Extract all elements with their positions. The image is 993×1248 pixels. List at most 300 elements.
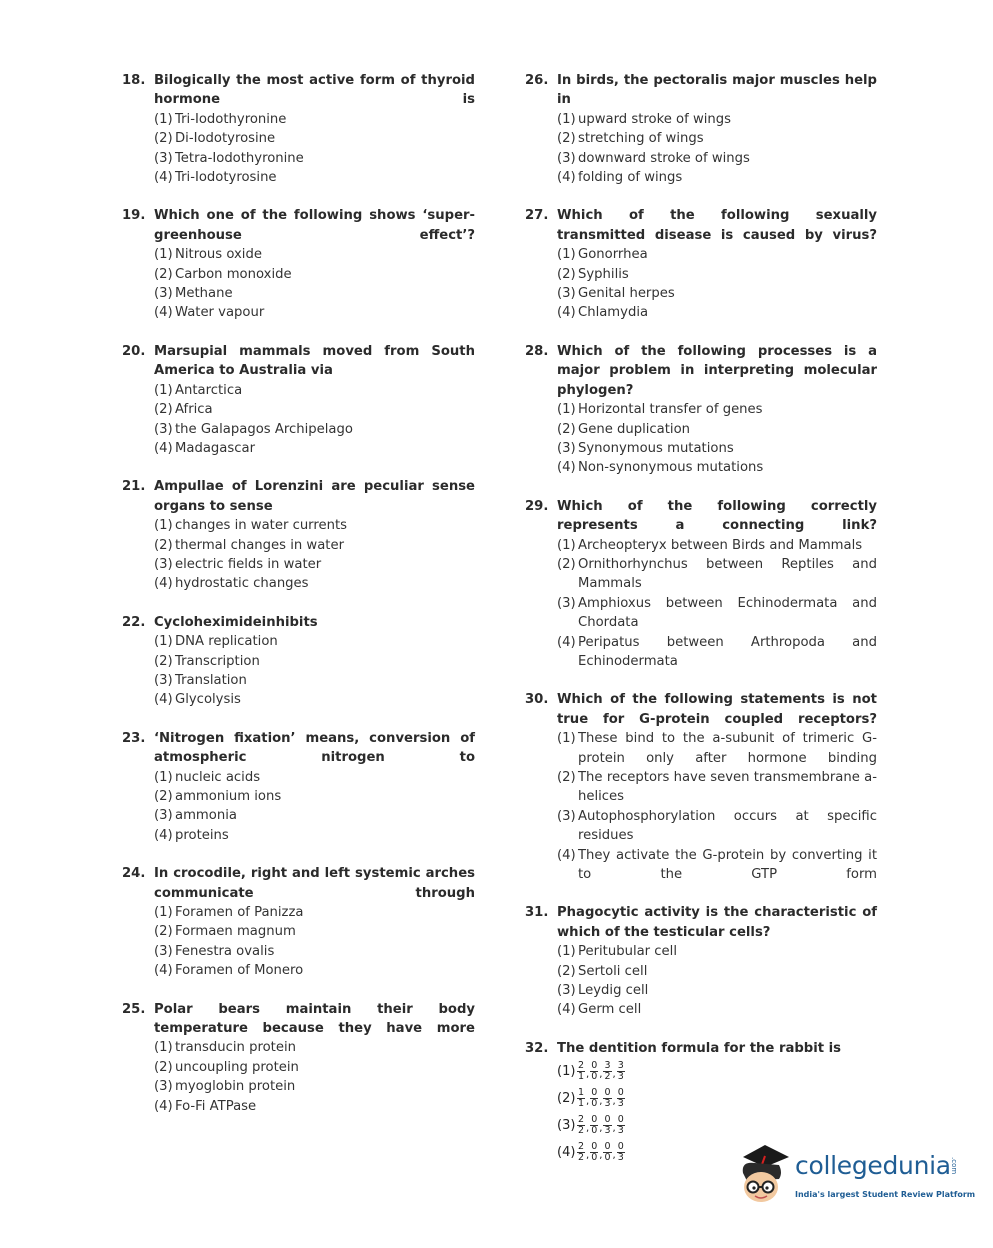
option-label: (3): [557, 440, 576, 456]
question-stem: [525, 497, 877, 536]
option-label: (1): [154, 382, 173, 398]
option-text: Di-Iodotyrosine: [175, 131, 276, 147]
option-label: (3): [154, 556, 173, 572]
option-label: (4): [154, 963, 173, 979]
option-label: (4): [557, 847, 576, 863]
question-text: Which of the following statements is not true for G-protein coupled receptors?: [557, 692, 877, 727]
option-2[interactable]: [557, 420, 877, 439]
question-stem: [122, 71, 475, 110]
option-3[interactable]: [557, 807, 877, 846]
option-text: ammonium ions: [175, 789, 282, 804]
question-number: 30.: [525, 692, 549, 708]
option-list: [525, 942, 877, 1020]
option-2[interactable]: [154, 536, 475, 555]
option-label: (2): [154, 653, 173, 669]
denominator: 3: [604, 1098, 611, 1110]
option-label: (3): [557, 595, 576, 611]
option-list: [525, 245, 877, 323]
dentition-formula: [577, 1115, 625, 1136]
option-text: Horizontal transfer of genes: [578, 402, 763, 418]
question-number: 28.: [525, 343, 549, 359]
option-text: Non-synonymous mutations: [578, 460, 764, 476]
option-1[interactable]: [154, 768, 475, 787]
option-text: Gene duplication: [578, 421, 691, 437]
option-label: (2): [154, 1059, 173, 1075]
option-text: Chlamydia: [578, 305, 649, 321]
option-text: Foramen of Monero: [175, 963, 304, 979]
option-text: Leydig cell: [578, 983, 649, 999]
numerator: 0: [591, 1141, 598, 1153]
question-stem: [122, 477, 475, 516]
question-20: [122, 342, 475, 458]
question-number: 18.: [122, 73, 146, 88]
question-24: [122, 864, 475, 980]
option-text: Methane: [175, 286, 233, 302]
numerator: 2: [578, 1114, 585, 1126]
option-1[interactable]: [154, 903, 475, 922]
comma: ,: [599, 1123, 603, 1135]
collegedunia-logo: [735, 1143, 976, 1213]
denominator: 3: [604, 1125, 611, 1137]
fraction: [617, 1061, 625, 1082]
option-1[interactable]: [557, 400, 877, 419]
option-3[interactable]: [154, 420, 475, 439]
question-number: 25.: [122, 1001, 146, 1017]
option-label: (3): [557, 983, 576, 999]
fraction: [577, 1088, 585, 1109]
option-text: Water vapour: [175, 305, 265, 321]
option-label: (4): [154, 305, 173, 321]
option-1[interactable]: [154, 516, 475, 535]
option-label: (4): [154, 692, 173, 708]
option-label: (2): [154, 789, 173, 804]
option-text: The receptors have seven transmembrane a-helices: [578, 770, 877, 805]
option-1[interactable]: [557, 536, 877, 555]
option-label: (1): [557, 402, 576, 418]
option-text: uncoupling protein: [175, 1059, 299, 1075]
option-4[interactable]: [154, 574, 475, 593]
option-list: [122, 245, 475, 323]
denominator: 3: [617, 1152, 624, 1164]
denominator: 2: [578, 1152, 585, 1164]
question-stem: [525, 903, 877, 942]
option-text: changes in water currents: [175, 518, 348, 534]
question-25: [122, 1000, 475, 1116]
option-2[interactable]: [557, 768, 877, 807]
option-1[interactable]: [154, 632, 475, 651]
option-2[interactable]: [557, 1085, 877, 1112]
numerator: 3: [617, 1060, 624, 1072]
option-text: DNA replication: [175, 634, 278, 650]
comma: ,: [599, 1096, 603, 1108]
comma: ,: [586, 1150, 590, 1162]
option-4[interactable]: [154, 168, 475, 187]
question-stem: [525, 342, 877, 400]
option-label: (4): [154, 827, 173, 843]
question-text: Phagocytic activity is the characteristic of which of the testicular cells?: [557, 905, 877, 940]
option-text: Sertoli cell: [578, 963, 648, 979]
option-1[interactable]: [557, 1058, 877, 1085]
question-text: Which of the following processes is a major problem in interpreting molecular phylogen?: [557, 343, 877, 398]
denominator: 0: [591, 1152, 598, 1164]
option-label: (3): [557, 286, 576, 302]
option-3[interactable]: [154, 555, 475, 574]
option-label: (4): [154, 1098, 173, 1114]
option-3[interactable]: [154, 671, 475, 690]
numerator: 0: [591, 1114, 598, 1126]
option-text: Germ cell: [578, 1002, 642, 1018]
option-text: Translation: [175, 672, 247, 688]
option-label: (1): [557, 247, 576, 263]
option-text: electric fields in water: [175, 556, 322, 572]
option-text: upward stroke of wings: [578, 111, 732, 127]
comma: ,: [612, 1069, 616, 1081]
option-label: (1): [154, 905, 173, 921]
option-label: (2): [154, 402, 173, 418]
question-number: 29.: [525, 498, 549, 514]
option-list: [122, 632, 475, 710]
question-text: Bilogically the most active form of thyroid hormone is: [154, 73, 475, 108]
option-2[interactable]: [557, 129, 877, 148]
question-stem: [525, 71, 877, 110]
option-label: (2): [557, 770, 576, 785]
option-label: (2): [154, 537, 173, 553]
option-text: Nitrous oxide: [175, 247, 262, 263]
option-4[interactable]: [154, 961, 475, 980]
option-3[interactable]: [154, 284, 475, 303]
option-list: [122, 903, 475, 981]
option-text: stretching of wings: [578, 131, 704, 147]
denominator: 0: [591, 1125, 598, 1137]
question-number: 21.: [122, 479, 146, 495]
numerator: 0: [604, 1114, 611, 1126]
denominator: 2: [578, 1125, 585, 1137]
question-number: 20.: [122, 343, 146, 359]
comma: ,: [586, 1123, 590, 1135]
option-text: Ornithorhynchus between Reptiles and Mammals: [578, 556, 877, 592]
option-1[interactable]: [557, 110, 877, 129]
option-text: Formaen magnum: [175, 924, 296, 940]
option-text: Tetra-Iodothyronine: [175, 150, 304, 166]
option-label: (1): [154, 247, 173, 263]
question-number: 32.: [525, 1040, 549, 1056]
option-label: (4): [154, 576, 173, 592]
option-4[interactable]: [154, 1097, 475, 1116]
question-text: Which of the following sexually transmitted disease is caused by virus?: [557, 208, 877, 243]
option-2[interactable]: [154, 1058, 475, 1077]
option-1[interactable]: [154, 381, 475, 400]
option-text: thermal changes in water: [175, 537, 344, 553]
dentition-formula: [577, 1061, 625, 1082]
option-text: These bind to the a-subunit of trimeric G-protein only after hormone binding: [578, 731, 877, 766]
comma: ,: [586, 1096, 590, 1108]
option-label: (4): [557, 305, 576, 321]
option-list: [122, 1038, 475, 1116]
option-2[interactable]: [154, 400, 475, 419]
comma: ,: [612, 1123, 616, 1135]
option-label: (1): [154, 111, 173, 127]
option-3[interactable]: [154, 806, 475, 825]
option-text: Carbon monoxide: [175, 266, 292, 282]
option-text: nucleic acids: [175, 769, 261, 785]
numerator: 0: [604, 1087, 611, 1099]
fraction: [590, 1061, 598, 1082]
fraction: [590, 1142, 598, 1163]
option-2[interactable]: [154, 922, 475, 941]
option-2[interactable]: [557, 555, 877, 594]
option-label: (4): [154, 170, 173, 186]
denominator: 2: [604, 1071, 611, 1083]
option-text: Foramen of Panizza: [175, 905, 304, 921]
option-label: (2): [154, 131, 173, 147]
denominator: 1: [578, 1098, 585, 1110]
numerator: 0: [617, 1114, 624, 1126]
option-label: (3): [557, 808, 576, 824]
left-column: [122, 71, 475, 1135]
fraction: [577, 1061, 585, 1082]
question-number: 27.: [525, 208, 549, 224]
option-2[interactable]: [154, 265, 475, 284]
option-label: (1): [557, 111, 576, 127]
option-2[interactable]: [557, 265, 877, 284]
option-label: (3): [154, 421, 173, 437]
option-text: Peritubular cell: [578, 944, 677, 960]
question-stem: [525, 1039, 877, 1058]
denominator: 3: [617, 1125, 624, 1137]
question-31: [525, 903, 877, 1019]
question-text: Ampullae of Lorenzini are peculiar sense organs to sense: [154, 479, 475, 514]
option-3[interactable]: [557, 284, 877, 303]
option-text: Transcription: [175, 653, 260, 669]
option-label: (3): [154, 672, 173, 688]
option-text: Archeopteryx between Birds and Mammals: [578, 537, 863, 553]
option-label: (2): [557, 131, 576, 147]
option-label: (3): [154, 808, 173, 824]
option-3[interactable]: [557, 594, 877, 633]
question-text: Marsupial mammals moved from South America to Australia via: [154, 343, 475, 379]
option-3[interactable]: [154, 942, 475, 961]
option-text: Synonymous mutations: [578, 440, 734, 456]
question-22: [122, 613, 475, 710]
option-4[interactable]: [154, 690, 475, 709]
option-text: folding of wings: [578, 170, 683, 186]
fraction: [603, 1061, 611, 1082]
question-number: 22.: [122, 614, 146, 630]
question-text: In crocodile, right and left systemic arches communicate through: [154, 866, 475, 901]
option-label: (1): [154, 634, 173, 650]
option-4[interactable]: [557, 458, 877, 477]
question-26: [525, 71, 877, 187]
comma: ,: [612, 1096, 616, 1108]
option-1[interactable]: [154, 110, 475, 129]
question-stem: [525, 206, 877, 245]
denominator: 3: [617, 1071, 624, 1083]
option-label: (4): [557, 170, 576, 186]
option-text: downward stroke of wings: [578, 150, 750, 166]
option-label: (4): [557, 634, 576, 650]
option-list: [525, 729, 877, 884]
option-text: Gonorrhea: [578, 247, 648, 263]
option-label: (2): [557, 1091, 576, 1107]
question-text: ‘Nitrogen fixation’ means, conversion of atmospheric nitrogen to: [154, 730, 475, 766]
fraction: [590, 1088, 598, 1109]
option-label: (3): [154, 943, 173, 959]
option-label: (2): [154, 924, 173, 940]
option-text: the Galapagos Archipelago: [175, 421, 353, 437]
numerator: 2: [578, 1060, 585, 1072]
option-text: ammonia: [175, 808, 237, 824]
question-text: Which of the following correctly represents a connecting link?: [557, 498, 877, 534]
option-text: Fenestra ovalis: [175, 943, 275, 959]
numerator: 0: [617, 1141, 624, 1153]
option-list: [525, 400, 877, 478]
question-stem: [122, 342, 475, 381]
option-label: (1): [557, 944, 576, 960]
question-text: Which one of the following shows ‘super-greenhouse effect’?: [154, 208, 475, 243]
option-list: [122, 768, 475, 846]
comma: ,: [612, 1150, 616, 1162]
question-number: 23.: [122, 730, 146, 746]
question-text: In birds, the pectoralis major muscles help in: [557, 73, 877, 108]
numerator: 3: [604, 1060, 611, 1072]
option-3[interactable]: [557, 149, 877, 168]
option-1[interactable]: [557, 942, 877, 961]
question-18: [122, 71, 475, 187]
option-label: (1): [154, 1040, 173, 1056]
option-text: Madagascar: [175, 440, 255, 456]
option-list: [122, 516, 475, 594]
comma: ,: [599, 1069, 603, 1081]
option-3[interactable]: [154, 1077, 475, 1096]
option-2[interactable]: [154, 787, 475, 806]
question-23: [122, 729, 475, 845]
question-stem: [122, 613, 475, 632]
question-stem: [122, 1000, 475, 1039]
option-label: (3): [154, 150, 173, 166]
fraction: [577, 1115, 585, 1136]
option-4[interactable]: [154, 303, 475, 322]
question-stem: [122, 206, 475, 245]
numerator: 2: [578, 1141, 585, 1153]
option-label: (1): [557, 731, 576, 747]
option-2[interactable]: [557, 962, 877, 981]
option-text: transducin protein: [175, 1040, 296, 1056]
question-21: [122, 477, 475, 593]
numerator: 0: [591, 1060, 598, 1072]
option-4[interactable]: [557, 633, 877, 672]
option-label: (1): [557, 537, 576, 553]
dentition-formula: [577, 1088, 625, 1109]
numerator: 0: [604, 1141, 611, 1153]
option-text: Antarctica: [175, 382, 243, 398]
option-3[interactable]: [557, 439, 877, 458]
option-text: Fo-Fi ATPase: [175, 1098, 257, 1114]
question-text: The dentition formula for the rabbit is: [557, 1040, 842, 1056]
right-column: [525, 71, 877, 1166]
option-4[interactable]: [154, 439, 475, 458]
option-text: Autophosphorylation occurs at specific residues: [578, 808, 877, 844]
option-text: Tri-Iodotyrosine: [175, 170, 277, 186]
option-label: (1): [557, 1064, 576, 1080]
option-3[interactable]: [557, 981, 877, 1000]
option-label: (1): [154, 769, 173, 785]
dentition-formula: [577, 1142, 625, 1163]
question-stem: [122, 729, 475, 768]
option-list: [122, 110, 475, 188]
numerator: 0: [617, 1087, 624, 1099]
option-label: (3): [557, 1118, 576, 1134]
option-label: (3): [154, 286, 173, 302]
option-text: proteins: [175, 827, 229, 843]
option-text: hydrostatic changes: [175, 576, 309, 592]
option-1[interactable]: [154, 245, 475, 264]
fraction: [590, 1115, 598, 1136]
option-label: (2): [154, 266, 173, 282]
option-text: Amphioxus between Echinodermata and Chordata: [578, 595, 877, 631]
option-label: (3): [154, 1079, 173, 1095]
question-number: 19.: [122, 208, 146, 224]
denominator: 1: [578, 1071, 585, 1083]
option-2[interactable]: [154, 129, 475, 148]
option-label: (4): [557, 460, 576, 476]
fraction: [603, 1115, 611, 1136]
option-text: They activate the G-protein by converting it to the GTP form: [578, 847, 877, 883]
numerator: 1: [578, 1087, 585, 1099]
option-3[interactable]: [154, 149, 475, 168]
option-3[interactable]: [557, 1112, 877, 1139]
option-text: Peripatus between Arthropoda and Echinodermata: [578, 634, 877, 669]
question-19: [122, 206, 475, 322]
option-1[interactable]: [557, 245, 877, 264]
option-label: (2): [557, 556, 576, 572]
logo-suffix: .com: [950, 1157, 958, 1175]
option-1[interactable]: [154, 1038, 475, 1057]
option-2[interactable]: [154, 652, 475, 671]
fraction: [617, 1088, 625, 1109]
option-label: (4): [154, 440, 173, 456]
option-label: (4): [557, 1002, 576, 1018]
option-4[interactable]: [557, 846, 877, 885]
question-27: [525, 206, 877, 322]
option-text: Africa: [175, 402, 213, 418]
comma: ,: [599, 1150, 603, 1162]
fraction: [603, 1088, 611, 1109]
option-4[interactable]: [557, 1000, 877, 1019]
option-text: Genital herpes: [578, 286, 675, 302]
question-29: [525, 497, 877, 672]
fraction: [603, 1142, 611, 1163]
question-30: [525, 690, 877, 884]
option-4[interactable]: [154, 826, 475, 845]
denominator: 0: [591, 1098, 598, 1110]
option-text: myoglobin protein: [175, 1079, 296, 1095]
option-text: Glycolysis: [175, 692, 241, 708]
option-4[interactable]: [557, 168, 877, 187]
question-stem: [525, 690, 877, 729]
mascot-icon: [735, 1143, 793, 1213]
fraction: [577, 1142, 585, 1163]
denominator: 3: [617, 1098, 624, 1110]
option-label: (1): [154, 518, 173, 534]
question-stem: [122, 864, 475, 903]
question-28: [525, 342, 877, 478]
question-text: Polar bears maintain their body temperature because they have more: [154, 1001, 475, 1037]
option-4[interactable]: [557, 303, 877, 322]
option-1[interactable]: [557, 729, 877, 768]
option-label: (2): [557, 421, 576, 437]
question-number: 31.: [525, 905, 549, 921]
comma: ,: [586, 1069, 590, 1081]
